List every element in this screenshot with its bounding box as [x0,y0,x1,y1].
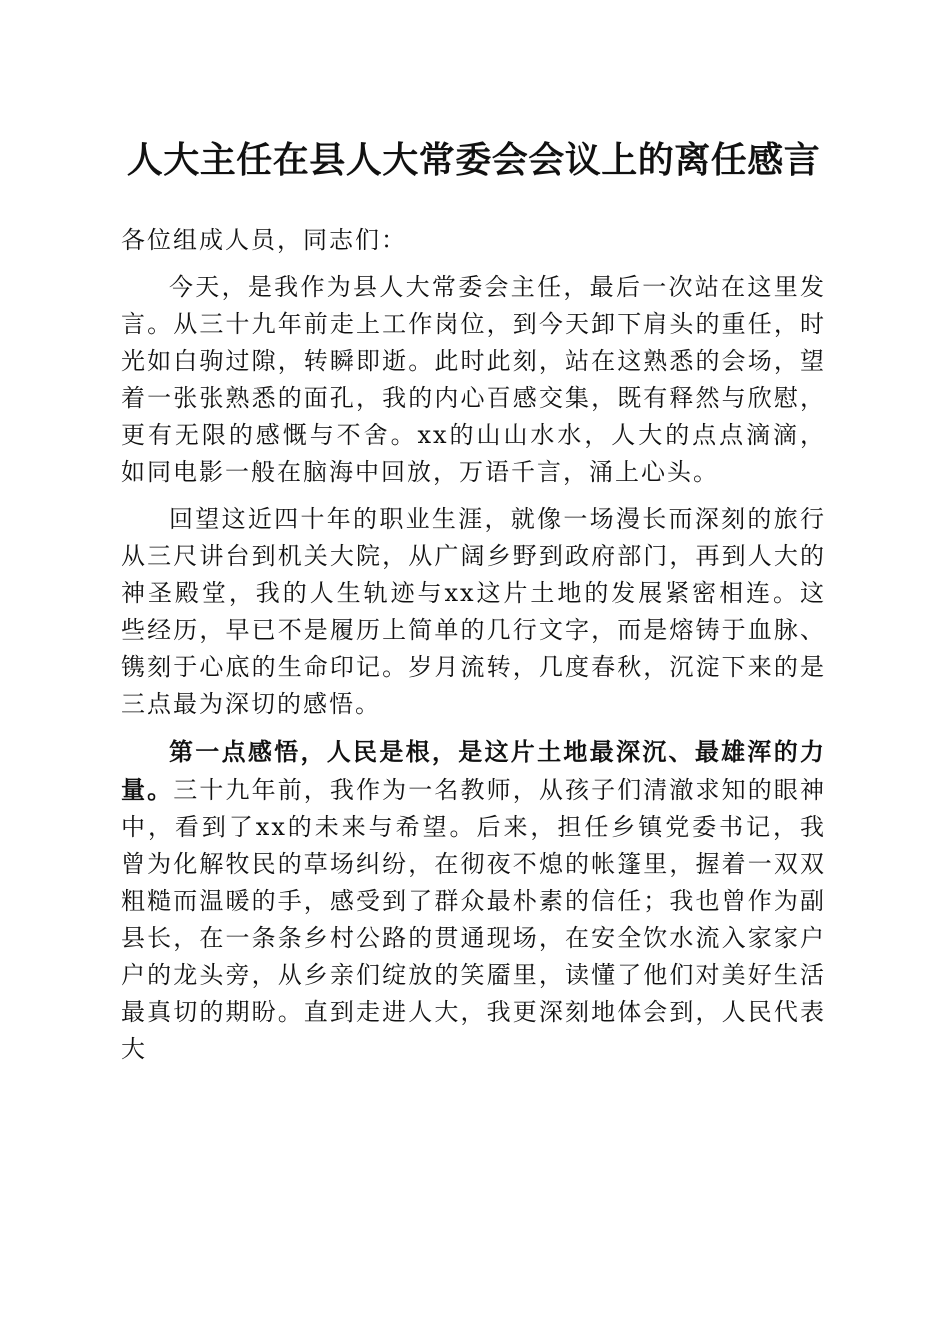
paragraph-2 [121,501,826,723]
paragraph-1-text: 今天，是我作为县人大常委会主任，最后一次站在这里发言。从三十九年前走上工作岗位，到今天卸下肩头的重任，时光如白驹过隙，转瞬即逝。此时此刻，站在这熟悉的会场，望着一张张熟悉的面孔，我的内心百感交集，既有释然与欣慰，更有无限的感慨与不舍。xx的山山水水，人大的点点滴滴，如同电影一般在脑海中回放，万语千言，涌上心头。 [121,273,826,486]
paragraph-3-lead: 第一点感悟，人民是根，是这片土地最深沉、最雄浑的力量。 [121,737,826,804]
paragraph-2-text: 回望这近四十年的职业生涯，就像一场漫长而深刻的旅行从三尺讲台到机关大院，从广阔乡野到政府部门，再到人大的神圣殿堂，我的人生轨迹与xx这片土地的发展紧密相连。这些经历，早已不是履历上简单的几行文字，而是熔铸于血脉、镌刻于心底的生命印记。岁月流转，几度春秋，沉淀下来的是三点最为深切的感悟。 [121,505,826,718]
document-title: 人大主任在县人大常委会会议上的离任感言 [126,139,821,181]
paragraph-3 [121,733,826,1068]
paragraph-3-text: 三十九年前，我作为一名教师，从孩子们清澈求知的眼神中，看到了xx的未来与希望。后来，担任乡镇党委书记，我曾为化解牧民的草场纠纷，在彻夜不熄的帐篷里，握着一双双粗糙而温暖的手，感受到了群众最朴素的信任；我也曾作为副县长，在一条条乡村公路的贯通现场，在安全饮水流入家家户户的龙头旁，从乡亲们绽放的笑靥里，读懂了他们对美好生活最真切的期盼。直到走进人大，我更深刻地体会到，人民代表大 [121,776,827,1063]
paragraph-1 [121,269,826,491]
salutation: 各位组成人员，同志们： [121,226,407,254]
